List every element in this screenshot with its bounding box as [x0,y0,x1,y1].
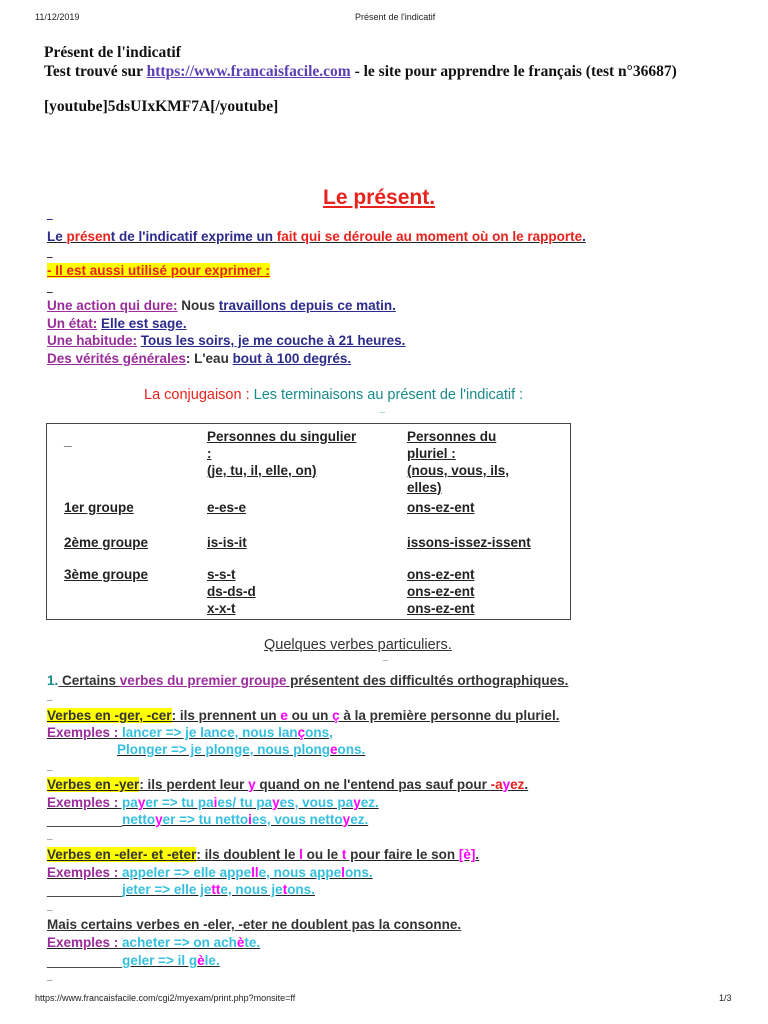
dash-mark: _ [383,652,389,662]
blank-line: __________ [47,953,123,968]
mais-example-2 [47,953,220,968]
table-cell-sing: ds-ds-d [207,584,256,599]
ger-ex2-hl: e [330,742,338,757]
eler-example-1 [47,865,373,880]
sing-header-1: Personnes du singulier [207,429,357,444]
print-date: 11/12/2019 [35,12,80,22]
table-row-group: 3ème groupe [64,567,149,582]
source-suffix: - le site pour apprendre le français (test n°36687) [350,63,677,80]
yer-ex1-a: pa [118,795,138,810]
print-title: Présent de l'indicatif [355,12,436,22]
yer-ex2-f: y [342,812,351,827]
mais-text: Mais certains verbes en -eler, -eter ne doublent pas la consonne. [47,917,462,932]
section-1-heading [47,673,568,688]
yer-ex2-d: i [248,812,252,827]
eler-rule-d: . [475,847,480,862]
yer-ex2-c: er => tu netto [162,812,249,827]
ger-rule-c: à la première personne du pluriel. [339,708,560,723]
examples-label: Exemples : [47,795,119,810]
use-example: bout à 100 degrés. [232,351,352,366]
dash-mark: _ [47,761,53,772]
section-text-c: présentent des difficultés orthographiques. [286,673,569,688]
also-used-text: - Il est aussi utilisé pour exprimer : [47,263,270,278]
source-prefix: Test trouvé sur [44,63,147,80]
ger-ex2: Plonger => je plonge, nous plong [117,742,331,757]
yer-ex1-b: y [137,795,146,810]
use-habit [47,333,405,348]
ger-rule [47,708,559,723]
intro-p2: présen [66,229,111,244]
yer-ex2-g: ez. [350,812,369,827]
table-cell-plur: ons-ez-ent [407,567,475,582]
eler-rule-a: : ils doublent le [196,847,300,862]
eler-ex2-a: jeter => elle je [122,882,212,897]
eler-l: l [299,847,303,862]
dash-mark: _ [47,691,53,702]
eler-rule [47,847,479,862]
use-label: Une action qui dure: [47,298,178,313]
intro-p3: t de l'indicatif exprime un [110,229,277,244]
ger-ex2-end: ons. [337,742,366,757]
table-row-group: 1er groupe [64,500,134,515]
yer-example-1 [47,795,379,810]
doc-source-line [44,63,677,81]
ger-c: ç [332,708,340,723]
yer-ex1-e: es/ tu pa [217,795,273,810]
plur-header-3: (nous, vous, ils, [407,463,510,478]
yer-rule-c: . [524,777,529,792]
use-mid: : L'eau [185,351,233,366]
examples-label: Exemples : [47,865,119,880]
use-mid: Nous [177,298,219,313]
eler-ex2-d: t [282,882,288,897]
source-link[interactable]: https://www.francaisfacile.com [146,63,351,80]
ger-ex1-end: ons, [305,725,333,740]
table-cell-sing: is-is-it [207,535,247,550]
dash-mark: _ [47,830,53,841]
eler-ex1-c: e, nous appe [258,865,342,880]
yer-ayez-a: -a [490,777,503,792]
section-text-b: verbes du premier groupe [119,673,287,688]
conj-title-part2: Les terminaisons au présent de l'indicatif : [253,387,524,403]
mais-ex2-a: geler => il g [122,953,198,968]
eler-son: [è] [458,847,476,862]
particular-verbs-title: Quelques verbes particuliers. [264,637,452,653]
eler-example-2 [47,882,315,897]
yer-ayez-b: ez [510,777,525,792]
plur-header-4: elles) [407,480,442,495]
dash-mark: _ [47,210,53,221]
section-number: 1. [47,673,59,688]
table-cell-plur: ons-ez-ent [407,584,475,599]
yer-example-2 [47,812,368,827]
yer-ex1-h: y [353,795,361,810]
ger-example-1 [47,725,333,740]
youtube-embed-code: [youtube]5dsUIxKMF7A[/youtube] [44,98,279,115]
print-page-number: 1/3 [719,993,732,1003]
section-text-a: Certains [58,673,120,688]
use-example: travaillons depuis ce matin. [218,298,396,313]
eler-rule-b: ou le [302,847,342,862]
plur-header-1: Personnes du [407,429,497,444]
blank-line: __________ [47,812,123,827]
main-title: Le présent. [323,186,436,209]
mais-ex1-b: è [236,935,245,950]
table-cell-sing: e-es-e [207,500,247,515]
mais-ex2-c: le. [204,953,220,968]
mais-example-1 [47,935,260,950]
yer-rule-a: : ils perdent leur [139,777,249,792]
yer-ex1-g: es, vous pa [279,795,354,810]
use-action [47,298,396,313]
yer-ex2-a: netto [122,812,156,827]
yer-ayez-y: y [502,777,511,792]
yer-ex1-f: y [272,795,280,810]
yer-rule [47,777,528,792]
intro-p4: fait qui se déroule au moment où on le rapporte [276,229,583,244]
conjugation-table [46,423,571,620]
mais-ex1-a: acheter => on ach [118,935,237,950]
dash-mark: _ [47,901,53,912]
yer-y: y [248,777,256,792]
dash-mark: _ [380,404,386,414]
eler-ex2-c: e, nous je [220,882,283,897]
use-label: Des vérités générales [47,351,186,366]
ger-ex1: lancer => je lance, nous lan [118,725,298,740]
print-footer-url: https://www.francaisfacile.com/cgi2/myexam/print.php?monsite=ff [35,993,296,1003]
yer-ex2-e: es, vous netto [251,812,343,827]
eler-ex1-e: ons. [344,865,373,880]
dash-mark: _ [47,283,53,294]
dash-mark: _ [47,971,53,982]
yer-ex1-d: i [213,795,218,810]
ger-example-2 [117,742,365,757]
use-truth [47,351,351,366]
table-row-group: 2ème groupe [64,535,149,550]
table-corner: _ [64,433,72,448]
table-cell-plur: ons-ez-ent [407,601,475,616]
yer-label: Verbes en -yer [47,777,140,792]
eler-label: Verbes en -eler- et -eter [47,847,197,862]
also-used-line [47,263,270,278]
table-cell-plur: ons-ez-ent [407,500,475,515]
eler-t: t [341,847,347,862]
ger-e: e [280,708,288,723]
use-example: Elle est sage. [101,316,187,331]
use-state [47,316,187,331]
yer-ex1-c: er => tu pa [145,795,214,810]
eler-ex1-d: l [341,865,345,880]
intro-p5: . [582,229,586,244]
table-cell-sing: x-x-t [207,601,236,616]
ger-ex1-hl: ç [297,725,306,740]
intro-sentence [47,229,586,244]
sing-header-3: (je, tu, il, elle, on) [207,463,317,478]
plur-header-2: pluriel : [407,446,456,461]
table-cell-plur: issons-issez-issent [407,535,531,550]
yer-rule-b: quand on ne l'entend pas sauf pour [255,777,491,792]
examples-label: Exemples : [47,725,119,740]
yer-ex2-b: y [155,812,163,827]
eler-rule-c: pour faire le son [346,847,459,862]
eler-ex2-b: tt [211,882,221,897]
blank-line: __________ [47,882,123,897]
intro-p1: Le [47,229,67,244]
ger-rule-a: : ils prennent un [171,708,281,723]
eler-ex1-b: ll [251,865,259,880]
table-cell-sing: s-s-t [207,567,236,582]
use-label: Un état: [47,316,98,331]
yer-ex1-i: ez. [360,795,379,810]
conj-title-part1: La conjugaison : [144,387,254,403]
use-label: Une habitude: [47,333,137,348]
doc-title: Présent de l'indicatif [44,44,181,61]
eler-ex1-a: appeler => elle appe [118,865,252,880]
ger-rule-b: ou un [287,708,333,723]
ger-label: Verbes en -ger, -cer [47,708,172,723]
eler-ex2-e: ons. [287,882,315,897]
mais-ex2-b: è [197,953,205,968]
conjugation-title [144,387,523,403]
mais-ex1-c: te. [244,935,261,950]
examples-label: Exemples : [47,935,119,950]
dash-mark: _ [47,248,53,259]
sing-header-2: : [207,446,212,461]
use-example: Tous les soirs, je me couche à 21 heures. [140,333,406,348]
